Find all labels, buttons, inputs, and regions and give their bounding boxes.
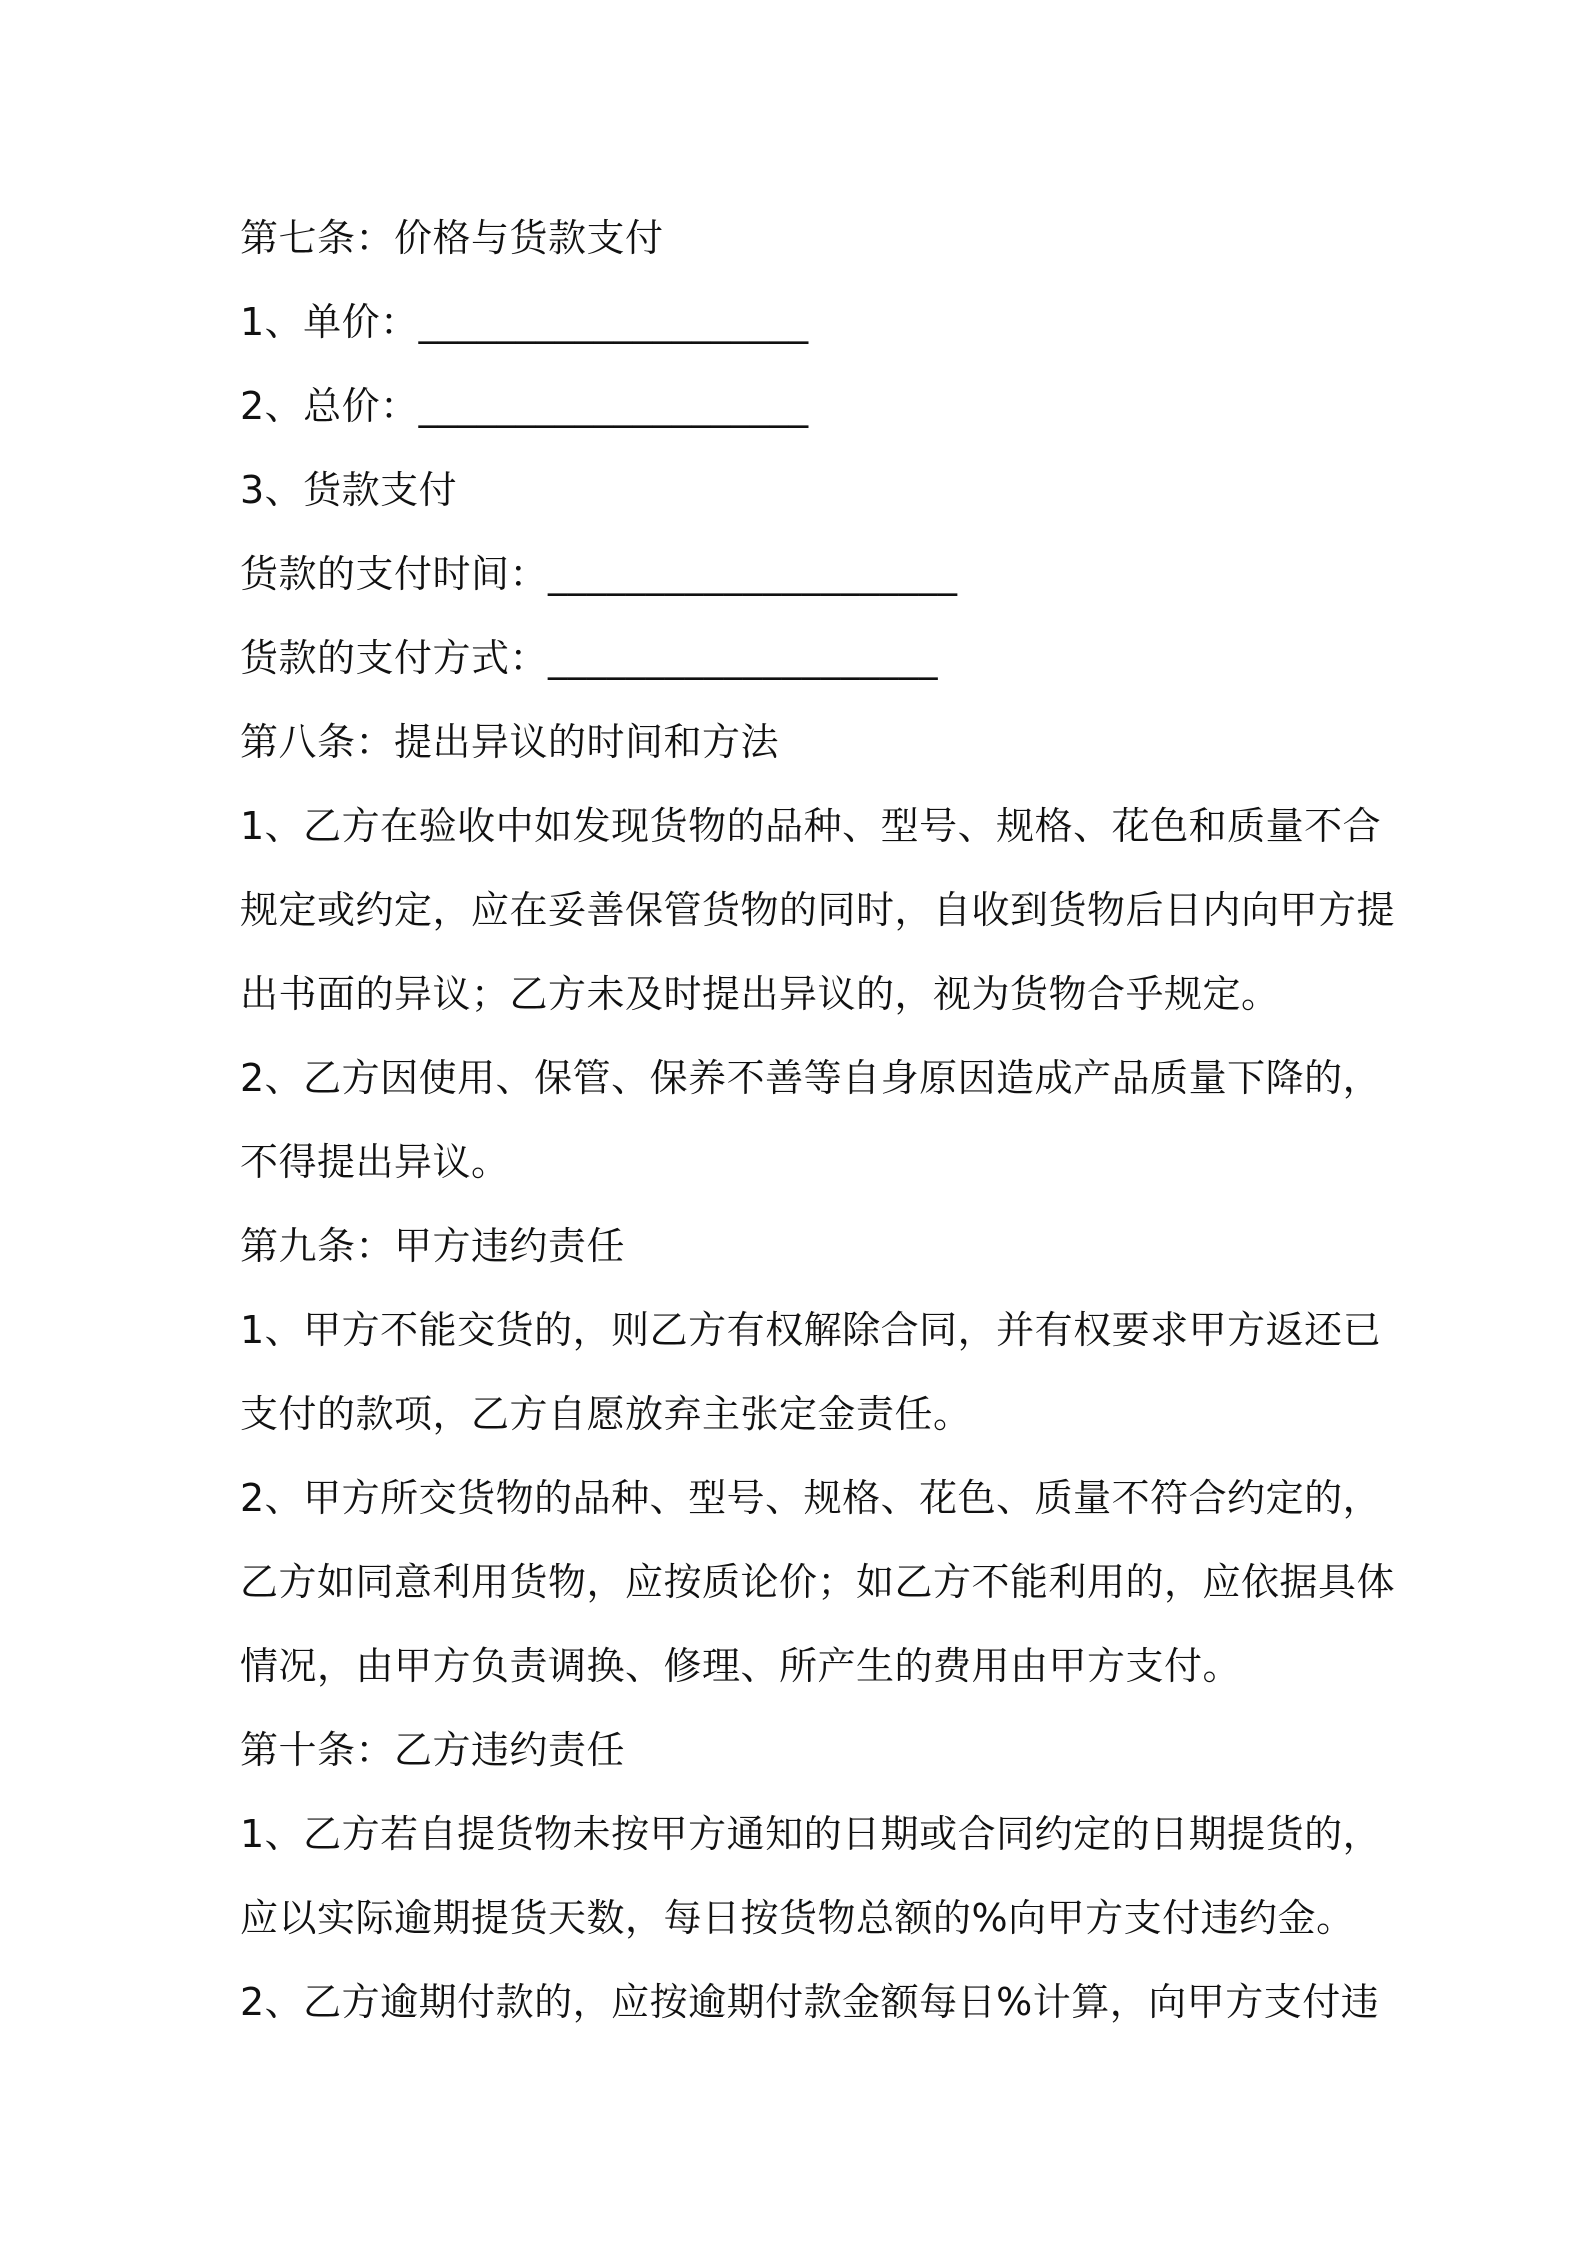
paragraph-line: 不得提出异议。 bbox=[240, 1140, 510, 1184]
paragraph-line: 乙方如同意利用货物，应按质论价；如乙方不能利用的，应依据具体 bbox=[240, 1560, 1396, 1604]
article-9-heading: 第九条：甲方违约责任 bbox=[240, 1224, 626, 1268]
paragraph-line: 1、甲方不能交货的，则乙方有权解除合同，并有权要求甲方返还已 bbox=[240, 1308, 1382, 1352]
paragraph-line: 规定或约定，应在妥善保管货物的同时，自收到货物后日内向甲方提 bbox=[240, 888, 1396, 932]
article-8-heading: 第八条：提出异议的时间和方法 bbox=[240, 720, 780, 764]
paragraph-line: 1、乙方在验收中如发现货物的品种、型号、规格、花色和质量不合 bbox=[240, 804, 1382, 848]
paragraph-line: 2、乙方逾期付款的，应按逾期付款金额每日%计算，向甲方支付违 bbox=[240, 1980, 1380, 2024]
paragraph-line: 应以实际逾期提货天数，每日按货物总额的%向甲方支付违约金。 bbox=[240, 1896, 1355, 1940]
paragraph-line: 1、乙方若自提货物未按甲方通知的日期或合同约定的日期提货的， bbox=[240, 1812, 1382, 1856]
article-7-heading: 第七条：价格与货款支付 bbox=[240, 216, 664, 260]
unit-price-line: 1、单价：____________________ bbox=[240, 300, 809, 344]
paragraph-line: 2、乙方因使用、保管、保养不善等自身原因造成产品质量下降的， bbox=[240, 1056, 1382, 1100]
paragraph-line: 出书面的异议；乙方未及时提出异议的，视为货物合乎规定。 bbox=[240, 972, 1280, 1016]
paragraph-line: 情况，由甲方负责调换、修理、所产生的费用由甲方支付。 bbox=[240, 1644, 1242, 1688]
payment-time-line: 货款的支付时间：_____________________ bbox=[240, 552, 958, 596]
total-price-line: 2、总价：____________________ bbox=[240, 384, 809, 428]
paragraph-line: 2、甲方所交货物的品种、型号、规格、花色、质量不符合约定的， bbox=[240, 1476, 1382, 1520]
contract-text bbox=[240, 196, 1396, 2044]
payment-method-line: 货款的支付方式：____________________ bbox=[240, 636, 939, 680]
payment-heading-line: 3、货款支付 bbox=[240, 468, 458, 512]
article-10-heading: 第十条：乙方违约责任 bbox=[240, 1728, 626, 1772]
paragraph-line: 支付的款项，乙方自愿放弃主张定金责任。 bbox=[240, 1392, 972, 1436]
